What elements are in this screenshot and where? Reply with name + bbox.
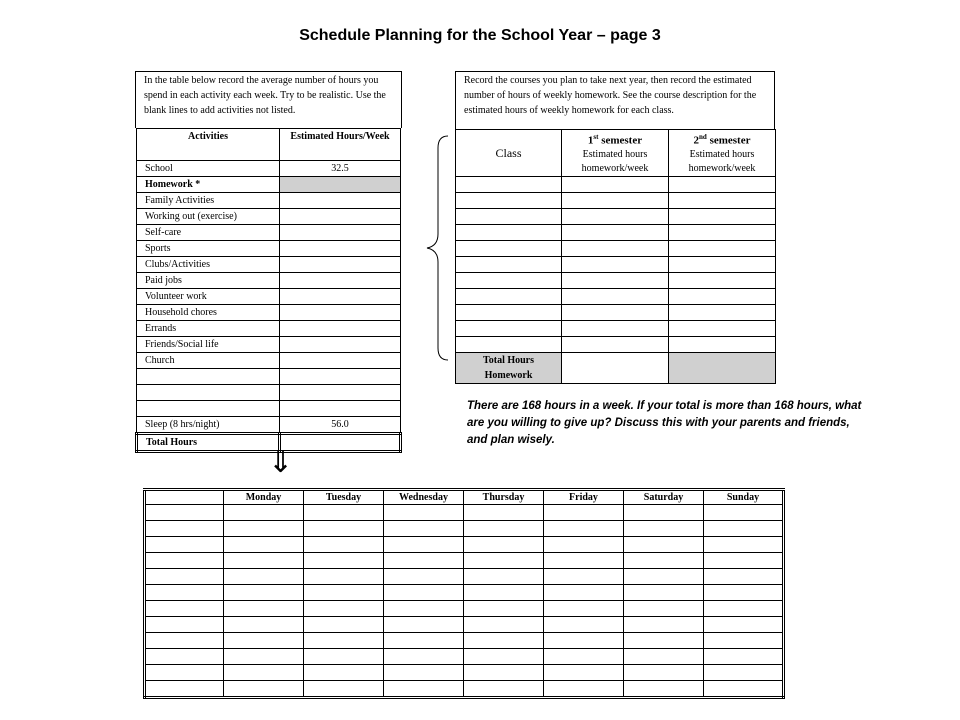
semester1-hours-cell[interactable] (562, 336, 669, 352)
time-slot-cell[interactable] (145, 633, 224, 649)
schedule-cell[interactable] (544, 617, 624, 633)
schedule-cell[interactable] (224, 553, 304, 569)
class-row (456, 288, 776, 304)
schedule-cell[interactable] (704, 649, 784, 665)
schedule-cell[interactable] (224, 665, 304, 681)
activity-row (137, 305, 401, 321)
class-name-cell[interactable] (456, 176, 562, 192)
activity-hours[interactable] (280, 385, 401, 401)
schedule-cell[interactable] (224, 569, 304, 585)
class-row (456, 272, 776, 288)
class-name-cell[interactable] (456, 240, 562, 256)
schedule-cell[interactable] (384, 633, 464, 649)
activity-label: Working out (exercise) (137, 209, 280, 225)
schedule-cell[interactable] (224, 505, 304, 521)
schedule-cell[interactable] (384, 601, 464, 617)
schedule-cell[interactable] (544, 665, 624, 681)
time-slot-cell[interactable] (145, 521, 224, 537)
time-slot-cell[interactable] (145, 505, 224, 521)
class-row (456, 208, 776, 224)
semester1-hours-cell[interactable] (562, 192, 669, 208)
total-homework-sem1[interactable] (562, 352, 669, 383)
time-slot-cell[interactable] (145, 617, 224, 633)
class-row (456, 176, 776, 192)
day-header: Tuesday (304, 490, 384, 505)
activity-label: Family Activities (137, 193, 280, 209)
schedule-cell[interactable] (704, 569, 784, 585)
class-name-cell[interactable] (456, 272, 562, 288)
schedule-cell[interactable] (224, 633, 304, 649)
activity-hours[interactable] (280, 193, 401, 209)
activity-hours[interactable] (280, 305, 401, 321)
weekly-row (145, 505, 784, 521)
weekly-row (145, 537, 784, 553)
activity-hours[interactable] (280, 337, 401, 353)
schedule-cell[interactable] (304, 681, 384, 698)
schedule-cell[interactable] (624, 553, 704, 569)
activity-hours[interactable] (280, 369, 401, 385)
schedule-cell[interactable] (464, 521, 544, 537)
schedule-cell[interactable] (224, 617, 304, 633)
schedule-cell[interactable] (224, 681, 304, 698)
classes-panel (455, 71, 775, 384)
class-name-cell[interactable] (456, 256, 562, 272)
schedule-cell[interactable] (464, 585, 544, 601)
activity-row (137, 241, 401, 257)
weekly-row (145, 521, 784, 537)
activity-hours[interactable] (280, 289, 401, 305)
semester1-hours-cell[interactable] (562, 176, 669, 192)
day-header: Saturday (624, 490, 704, 505)
activity-label[interactable] (137, 385, 280, 401)
class-row (456, 336, 776, 352)
activity-label: Church (137, 353, 280, 369)
total-homework-label: Total Hours Homework (456, 352, 562, 383)
schedule-cell[interactable] (624, 569, 704, 585)
schedule-cell[interactable] (384, 569, 464, 585)
schedule-cell[interactable] (704, 665, 784, 681)
schedule-cell[interactable] (464, 601, 544, 617)
activity-label: Friends/Social life (137, 337, 280, 353)
time-slot-cell[interactable] (145, 553, 224, 569)
schedule-cell[interactable] (304, 633, 384, 649)
activity-label: Household chores (137, 305, 280, 321)
class-name-cell[interactable] (456, 192, 562, 208)
activity-hours[interactable] (280, 177, 401, 193)
activity-label: Clubs/Activities (137, 257, 280, 273)
class-row (456, 320, 776, 336)
schedule-cell[interactable] (704, 537, 784, 553)
activity-row (137, 321, 401, 337)
class-row (456, 224, 776, 240)
schedule-cell[interactable] (544, 505, 624, 521)
activity-hours[interactable] (280, 273, 401, 289)
activity-label: Sleep (8 hrs/night) (137, 417, 280, 434)
schedule-cell[interactable] (704, 553, 784, 569)
activity-row (137, 161, 401, 177)
semester1-hours-cell[interactable] (562, 320, 669, 336)
activity-label: Self-care (137, 225, 280, 241)
schedule-cell[interactable] (464, 537, 544, 553)
schedule-cell[interactable] (464, 505, 544, 521)
schedule-cell[interactable] (544, 633, 624, 649)
weekly-row (145, 681, 784, 698)
semester2-hours-cell[interactable] (669, 240, 776, 256)
activity-label: Sports (137, 241, 280, 257)
activity-row (137, 353, 401, 369)
schedule-cell[interactable] (464, 617, 544, 633)
schedule-cell[interactable] (384, 537, 464, 553)
activities-header: Activities (137, 129, 280, 161)
schedule-cell[interactable] (704, 681, 784, 698)
class-header: Class (456, 130, 562, 177)
time-slot-cell[interactable] (145, 649, 224, 665)
semester2-hours-cell[interactable] (669, 304, 776, 320)
semester2-header: 2nd semester Estimated hours homework/week (669, 130, 776, 177)
activity-row (137, 273, 401, 289)
schedule-cell[interactable] (304, 665, 384, 681)
weekly-row (145, 585, 784, 601)
activity-label: Paid jobs (137, 273, 280, 289)
activity-hours[interactable] (280, 257, 401, 273)
semester1-header: 1st semester Estimated hours homework/week (562, 130, 669, 177)
total-homework-sem2[interactable] (669, 352, 776, 383)
activity-hours[interactable] (280, 225, 401, 241)
semester2-hours-cell[interactable] (669, 224, 776, 240)
schedule-cell[interactable] (544, 569, 624, 585)
semester1-hours-cell[interactable] (562, 304, 669, 320)
activity-row (137, 401, 401, 417)
weekly-row (145, 601, 784, 617)
activity-label: School (137, 161, 280, 177)
class-name-cell[interactable] (456, 208, 562, 224)
weekly-schedule-table (143, 488, 785, 699)
schedule-cell[interactable] (304, 505, 384, 521)
activity-row (137, 209, 401, 225)
activity-row (137, 177, 401, 193)
activity-row (137, 337, 401, 353)
hours-header: Estimated Hours/Week (280, 129, 401, 161)
schedule-cell[interactable] (304, 537, 384, 553)
class-name-cell[interactable] (456, 336, 562, 352)
schedule-cell[interactable] (544, 521, 624, 537)
schedule-cell[interactable] (224, 537, 304, 553)
activity-label: Volunteer work (137, 289, 280, 305)
schedule-cell[interactable] (384, 505, 464, 521)
schedule-cell[interactable] (624, 633, 704, 649)
hours-note: There are 168 hours in a week. If your total is more than 168 hours, what are you willing to give up? Discuss this with your parents and friends, and plan wisely. (467, 400, 862, 446)
schedule-cell[interactable] (304, 649, 384, 665)
schedule-cell[interactable] (544, 681, 624, 698)
schedule-cell[interactable] (464, 681, 544, 698)
total-hours-label: Total Hours (137, 434, 280, 452)
schedule-cell[interactable] (624, 521, 704, 537)
activity-label: Homework * (137, 177, 280, 193)
activity-label[interactable] (137, 401, 280, 417)
activity-row (137, 225, 401, 241)
semester2-hours-cell[interactable] (669, 192, 776, 208)
class-name-cell[interactable] (456, 304, 562, 320)
class-name-cell[interactable] (456, 224, 562, 240)
schedule-cell[interactable] (624, 585, 704, 601)
schedule-cell[interactable] (384, 585, 464, 601)
semester2-hours-cell[interactable] (669, 256, 776, 272)
schedule-cell[interactable] (224, 649, 304, 665)
activities-instructions: In the table below record the average number of hours you spend in each activity each week. Try to be realistic. Use the blank lines to add activities not listed. (135, 71, 402, 128)
schedule-cell[interactable] (704, 601, 784, 617)
schedule-cell[interactable] (304, 617, 384, 633)
total-hours-value[interactable] (280, 434, 401, 452)
page-title: Schedule Planning for the School Year – page 3 (299, 27, 661, 44)
class-row (456, 240, 776, 256)
day-header: Thursday (464, 490, 544, 505)
brace-connector (424, 134, 450, 362)
schedule-cell[interactable] (624, 617, 704, 633)
weekly-corner-cell (145, 490, 224, 505)
time-slot-cell[interactable] (145, 537, 224, 553)
schedule-cell[interactable] (464, 569, 544, 585)
schedule-cell[interactable] (384, 521, 464, 537)
schedule-cell[interactable] (464, 633, 544, 649)
class-row (456, 256, 776, 272)
schedule-cell[interactable] (704, 617, 784, 633)
time-slot-cell[interactable] (145, 681, 224, 698)
semester1-hours-cell[interactable] (562, 208, 669, 224)
schedule-cell[interactable] (624, 665, 704, 681)
activity-hours[interactable] (280, 401, 401, 417)
semester2-hours-cell[interactable] (669, 208, 776, 224)
schedule-cell[interactable] (624, 681, 704, 698)
class-row (456, 304, 776, 320)
activity-row (137, 289, 401, 305)
semester2-hours-cell[interactable] (669, 176, 776, 192)
semester2-hours-cell[interactable] (669, 272, 776, 288)
schedule-cell[interactable] (304, 569, 384, 585)
activity-hours[interactable] (280, 353, 401, 369)
activity-row (137, 369, 401, 385)
semester1-hours-cell[interactable] (562, 272, 669, 288)
weekly-row (145, 633, 784, 649)
semester2-hours-cell[interactable] (669, 336, 776, 352)
schedule-cell[interactable] (224, 601, 304, 617)
activity-row (137, 417, 401, 434)
schedule-cell[interactable] (384, 617, 464, 633)
activity-row (137, 385, 401, 401)
activity-label: Errands (137, 321, 280, 337)
activity-hours[interactable] (280, 209, 401, 225)
schedule-cell[interactable] (544, 585, 624, 601)
time-slot-cell[interactable] (145, 585, 224, 601)
activity-row (137, 257, 401, 273)
activities-table (135, 128, 402, 453)
weekly-row (145, 617, 784, 633)
schedule-cell[interactable] (304, 521, 384, 537)
semester2-hours-cell[interactable] (669, 320, 776, 336)
schedule-cell[interactable] (704, 505, 784, 521)
schedule-cell[interactable] (384, 665, 464, 681)
activity-hours[interactable] (280, 321, 401, 337)
schedule-cell[interactable] (304, 601, 384, 617)
classes-instructions: Record the courses you plan to take next year, then record the estimated number of hours of weekly homework. See the course description for the estimated hours of weekly homework for each class. (455, 71, 775, 129)
schedule-cell[interactable] (704, 633, 784, 649)
semester1-hours-cell[interactable] (562, 224, 669, 240)
weekly-row (145, 665, 784, 681)
schedule-cell[interactable] (544, 649, 624, 665)
down-arrow-icon: ⇓ (268, 446, 294, 479)
schedule-cell[interactable] (224, 521, 304, 537)
schedule-cell[interactable] (624, 505, 704, 521)
semester1-hours-cell[interactable] (562, 240, 669, 256)
schedule-cell[interactable] (704, 585, 784, 601)
weekly-row (145, 569, 784, 585)
schedule-cell[interactable] (544, 601, 624, 617)
day-header: Friday (544, 490, 624, 505)
class-name-cell[interactable] (456, 320, 562, 336)
semester1-hours-cell[interactable] (562, 256, 669, 272)
schedule-cell[interactable] (224, 585, 304, 601)
activities-panel (135, 71, 402, 453)
schedule-cell[interactable] (464, 649, 544, 665)
day-header: Wednesday (384, 490, 464, 505)
schedule-cell[interactable] (384, 553, 464, 569)
semester1-hours-cell[interactable] (562, 288, 669, 304)
schedule-cell[interactable] (544, 537, 624, 553)
activity-hours[interactable]: 56.0 (280, 417, 401, 434)
activity-label[interactable] (137, 369, 280, 385)
day-header: Sunday (704, 490, 784, 505)
time-slot-cell[interactable] (145, 569, 224, 585)
schedule-cell[interactable] (624, 649, 704, 665)
schedule-cell[interactable] (704, 521, 784, 537)
activity-hours[interactable]: 32.5 (280, 161, 401, 177)
time-slot-cell[interactable] (145, 665, 224, 681)
schedule-cell[interactable] (624, 537, 704, 553)
class-row (456, 192, 776, 208)
activity-row (137, 193, 401, 209)
activity-hours[interactable] (280, 241, 401, 257)
schedule-cell[interactable] (464, 553, 544, 569)
weekly-row (145, 553, 784, 569)
schedule-cell[interactable] (304, 585, 384, 601)
schedule-cell[interactable] (464, 665, 544, 681)
time-slot-cell[interactable] (145, 601, 224, 617)
schedule-cell[interactable] (384, 681, 464, 698)
class-name-cell[interactable] (456, 288, 562, 304)
semester2-hours-cell[interactable] (669, 288, 776, 304)
schedule-cell[interactable] (624, 601, 704, 617)
weekly-row (145, 649, 784, 665)
schedule-cell[interactable] (544, 553, 624, 569)
schedule-cell[interactable] (384, 649, 464, 665)
day-header: Monday (224, 490, 304, 505)
schedule-cell[interactable] (304, 553, 384, 569)
classes-table (455, 129, 776, 384)
